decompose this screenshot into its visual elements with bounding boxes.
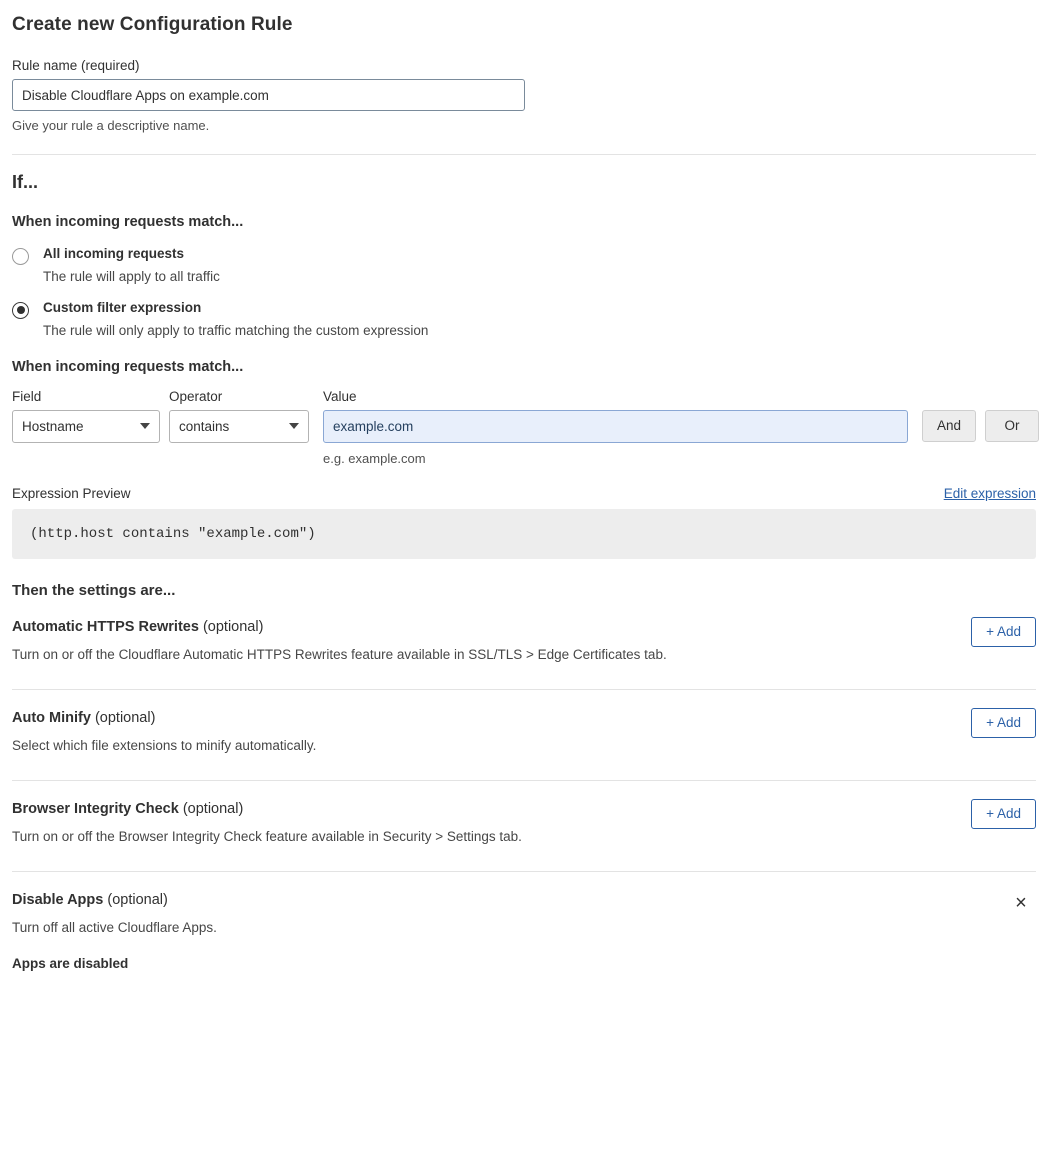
apps-disabled-status: Apps are disabled — [12, 955, 129, 971]
match-heading: When incoming requests match... — [12, 214, 244, 230]
operator-select[interactable] — [169, 410, 309, 443]
setting-optional: (optional) — [202, 618, 264, 635]
add-button-automatic-https-rewrites[interactable]: + Add — [971, 617, 1036, 647]
operator-column — [169, 389, 309, 443]
radio-title-custom-filter: Custom filter expression — [43, 299, 202, 315]
rule-name-input[interactable] — [12, 79, 525, 111]
radio-icon-all-requests[interactable] — [12, 248, 29, 265]
if-heading: If... — [12, 172, 38, 192]
setting-title — [12, 710, 1036, 726]
setting-description: Turn off all active Cloudflare Apps. — [12, 919, 217, 935]
setting-name: Disable Apps — [12, 891, 104, 908]
setting-description: Turn on or off the Cloudflare Automatic HTTPS Rewrites feature available in SSL/TLS > Edge Certificates tab. — [12, 646, 667, 662]
value-hint: e.g. example.com — [323, 450, 426, 466]
or-button[interactable]: Or — [985, 410, 1039, 442]
expression-preview-header — [12, 486, 1036, 501]
value-column — [323, 389, 908, 466]
setting-automatic-https-rewrites — [12, 599, 1036, 662]
rule-name-label: Rule name (required) — [12, 58, 140, 73]
field-select[interactable] — [12, 410, 160, 443]
value-input[interactable] — [323, 410, 908, 443]
setting-auto-minify — [12, 690, 1036, 753]
or-column — [985, 389, 1039, 442]
setting-optional: (optional) — [94, 709, 156, 726]
setting-name: Browser Integrity Check — [12, 800, 179, 817]
chevron-down-icon — [289, 423, 299, 429]
page-title: Create new Configuration Rule — [12, 14, 293, 35]
setting-optional: (optional) — [182, 800, 244, 817]
radio-icon-custom-filter[interactable] — [12, 302, 29, 319]
setting-name: Automatic HTTPS Rewrites — [12, 618, 199, 635]
operator-label: Operator — [169, 388, 223, 404]
radio-option-all-requests[interactable] — [12, 247, 1036, 284]
section-divider — [12, 154, 1036, 155]
field-column — [12, 389, 160, 443]
add-button-auto-minify[interactable]: + Add — [971, 708, 1036, 738]
add-button-browser-integrity-check[interactable]: + Add — [971, 799, 1036, 829]
setting-optional: (optional) — [107, 891, 168, 908]
rule-name-help: Give your rule a descriptive name. — [12, 118, 210, 133]
radio-title-all-requests: All incoming requests — [43, 246, 185, 261]
chevron-down-icon — [140, 423, 150, 429]
value-label: Value — [323, 388, 357, 404]
radio-option-custom-filter[interactable] — [12, 301, 1036, 338]
setting-description: Turn on or off the Browser Integrity Check feature available in Security > Settings tab. — [12, 828, 522, 844]
field-select-value: Hostname — [22, 418, 84, 434]
operator-select-value: contains — [179, 418, 230, 434]
setting-title — [12, 892, 1036, 908]
setting-title — [12, 619, 1036, 635]
and-button[interactable]: And — [922, 410, 976, 442]
radio-desc-custom-filter: The rule will only apply to traffic matching the custom expression — [43, 322, 429, 338]
and-column — [922, 389, 976, 442]
setting-title — [12, 801, 1036, 817]
close-icon[interactable]: × — [1015, 891, 1027, 914]
then-heading: Then the settings are... — [12, 581, 176, 599]
field-label: Field — [12, 388, 42, 404]
radio-desc-all-requests: The rule will apply to all traffic — [43, 268, 220, 284]
expression-builder-heading: When incoming requests match... — [12, 358, 244, 375]
configuration-rule-form — [0, 14, 1064, 971]
setting-description: Select which file extensions to minify automatically. — [12, 737, 317, 753]
expression-preview-label: Expression Preview — [12, 485, 131, 501]
setting-disable-apps — [12, 872, 1036, 971]
setting-name: Auto Minify — [12, 709, 91, 726]
edit-expression-link[interactable]: Edit expression — [943, 485, 1036, 501]
setting-browser-integrity-check — [12, 781, 1036, 844]
expression-builder-row — [12, 389, 1036, 466]
expression-preview-box: (http.host contains "example.com") — [12, 509, 1036, 559]
